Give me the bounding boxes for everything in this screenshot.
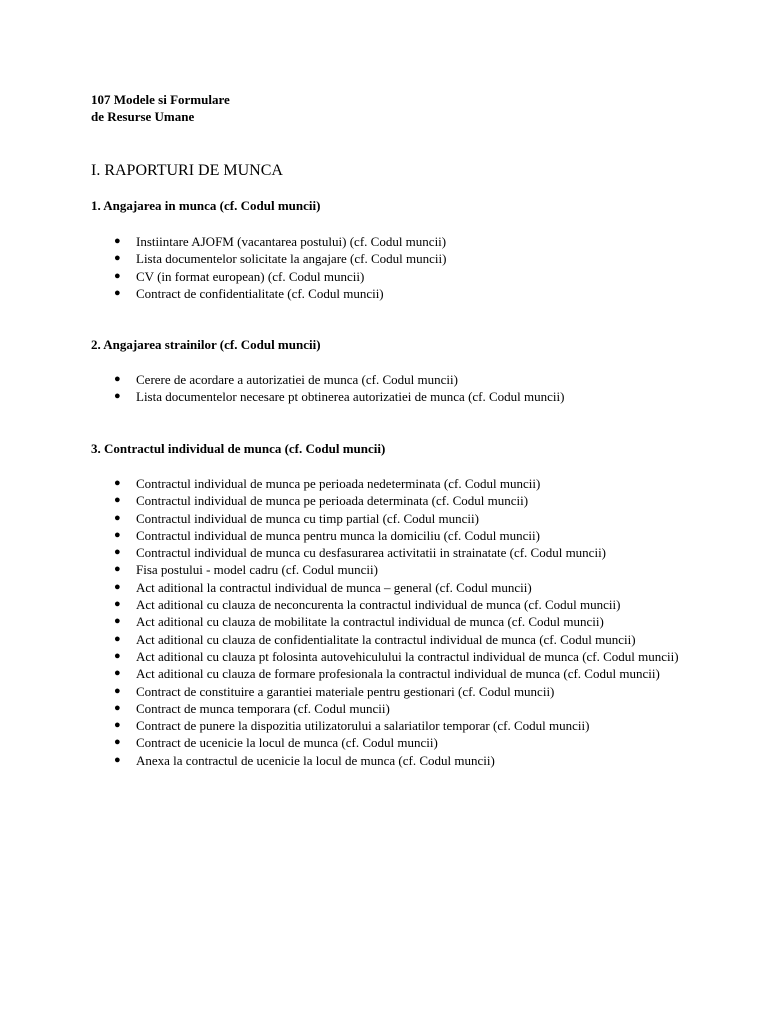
- chapter-heading: I. RAPORTURI DE MUNCA: [91, 162, 283, 179]
- bullet-icon: ●: [114, 667, 121, 680]
- list-item: ● CV (in format european) (cf. Codul muncii): [114, 268, 365, 284]
- section-heading-2: 2. Angajarea strainilor (cf. Codul muncii): [91, 337, 321, 352]
- bullet-icon: ●: [114, 736, 121, 749]
- bullet-icon: ●: [114, 373, 121, 385]
- bullet-icon: ●: [114, 477, 121, 489]
- bullet-icon: ●: [114, 286, 121, 299]
- list-item: ● Contract de constituire a garantiei materiale pentru gestionari (cf. Codul muncii): [114, 683, 555, 699]
- list-item: ● Act aditional cu clauza de neconcurenta la contractul individual de munca (cf. Codul muncii): [114, 597, 621, 613]
- bullet-icon: ●: [114, 753, 121, 766]
- title-line-1: 107 Modele si Formulare: [91, 92, 230, 107]
- list-item: ● Contractul individual de munca pe perioada nedeterminata (cf. Codul muncii): [114, 476, 541, 491]
- list-item: ● Act aditional la contractul individual de munca – general (cf. Codul muncii): [114, 579, 532, 595]
- bullet-icon: ●: [114, 649, 121, 662]
- section-1-list: [0, 233, 768, 302]
- bullet-icon: ●: [114, 684, 121, 697]
- bullet-icon: ●: [114, 701, 121, 714]
- section-heading-1: 1. Angajarea in munca (cf. Codul muncii): [91, 198, 321, 213]
- bullet-icon: ●: [114, 632, 121, 645]
- bullet-icon: ●: [114, 269, 121, 282]
- list-item: ● Instiintare AJOFM (vacantarea postului) (cf. Codul muncii): [114, 234, 447, 249]
- bullet-icon: ●: [114, 528, 121, 541]
- list-item: ● Contractul individual de munca cu timp partial (cf. Codul muncii): [114, 510, 479, 526]
- list-item: ● Act aditional cu clauza de confidentialitate la contractul individual de munca (cf. Codul muncii): [114, 631, 636, 647]
- bullet-icon: ●: [114, 511, 121, 524]
- bullet-icon: ●: [114, 390, 121, 403]
- list-item: ● Contractul individual de munca pe perioada determinata (cf. Codul muncii): [114, 493, 529, 509]
- bullet-icon: ●: [114, 580, 121, 593]
- list-item: ● Contract de confidentialitate (cf. Codul muncii): [114, 285, 384, 301]
- bullet-icon: ●: [114, 235, 121, 247]
- list-item: ● Lista documentelor solicitate la angajare (cf. Codul muncii): [114, 251, 447, 267]
- bullet-icon: ●: [114, 615, 121, 628]
- bullet-icon: ●: [114, 598, 121, 611]
- list-item: ● Anexa la contractul de ucenicie la locul de munca (cf. Codul muncii): [114, 752, 495, 768]
- list-item: ● Contract de punere la dispozitia utilizatorului a salariatilor temporar (cf. Codul muncii): [114, 718, 590, 734]
- list-item: ● Contract de ucenicie la locul de munca (cf. Codul muncii): [114, 735, 438, 751]
- list-item: ● Contract de munca temporara (cf. Codul muncii): [114, 700, 390, 716]
- list-item: ● Act aditional cu clauza pt folosinta autovehiculului la contractul individual de munca (cf. Codul muncii): [114, 648, 679, 664]
- title-line-2: de Resurse Umane: [91, 109, 195, 124]
- list-item: ● Act aditional cu clauza de mobilitate la contractul individual de munca (cf. Codul muncii): [114, 614, 604, 630]
- list-item: ● Cerere de acordare a autorizatiei de munca (cf. Codul muncii): [114, 372, 458, 387]
- list-item: ● Contractul individual de munca pentru munca la domiciliu (cf. Codul muncii): [114, 527, 540, 543]
- bullet-icon: ●: [114, 719, 121, 732]
- list-item: ● Lista documentelor necesare pt obtinerea autorizatiei de munca (cf. Codul muncii): [114, 389, 565, 405]
- bullet-icon: ●: [114, 494, 121, 507]
- list-item: ● Contractul individual de munca cu desfasurarea activitatii in strainatate (cf. Codul muncii): [114, 545, 607, 561]
- list-item: ● Act aditional cu clauza de formare profesionala la contractul individual de munca (cf. Codul muncii): [114, 666, 660, 682]
- bullet-icon: ●: [114, 546, 121, 559]
- section-heading-3: 3. Contractul individual de munca (cf. Codul muncii): [91, 441, 386, 456]
- list-item: ● Fisa postului - model cadru (cf. Codul muncii): [114, 562, 378, 578]
- section-2-list: [0, 371, 768, 406]
- document-title: [91, 91, 230, 125]
- bullet-icon: ●: [114, 563, 121, 576]
- bullet-icon: ●: [114, 252, 121, 265]
- section-3-list: [0, 475, 768, 769]
